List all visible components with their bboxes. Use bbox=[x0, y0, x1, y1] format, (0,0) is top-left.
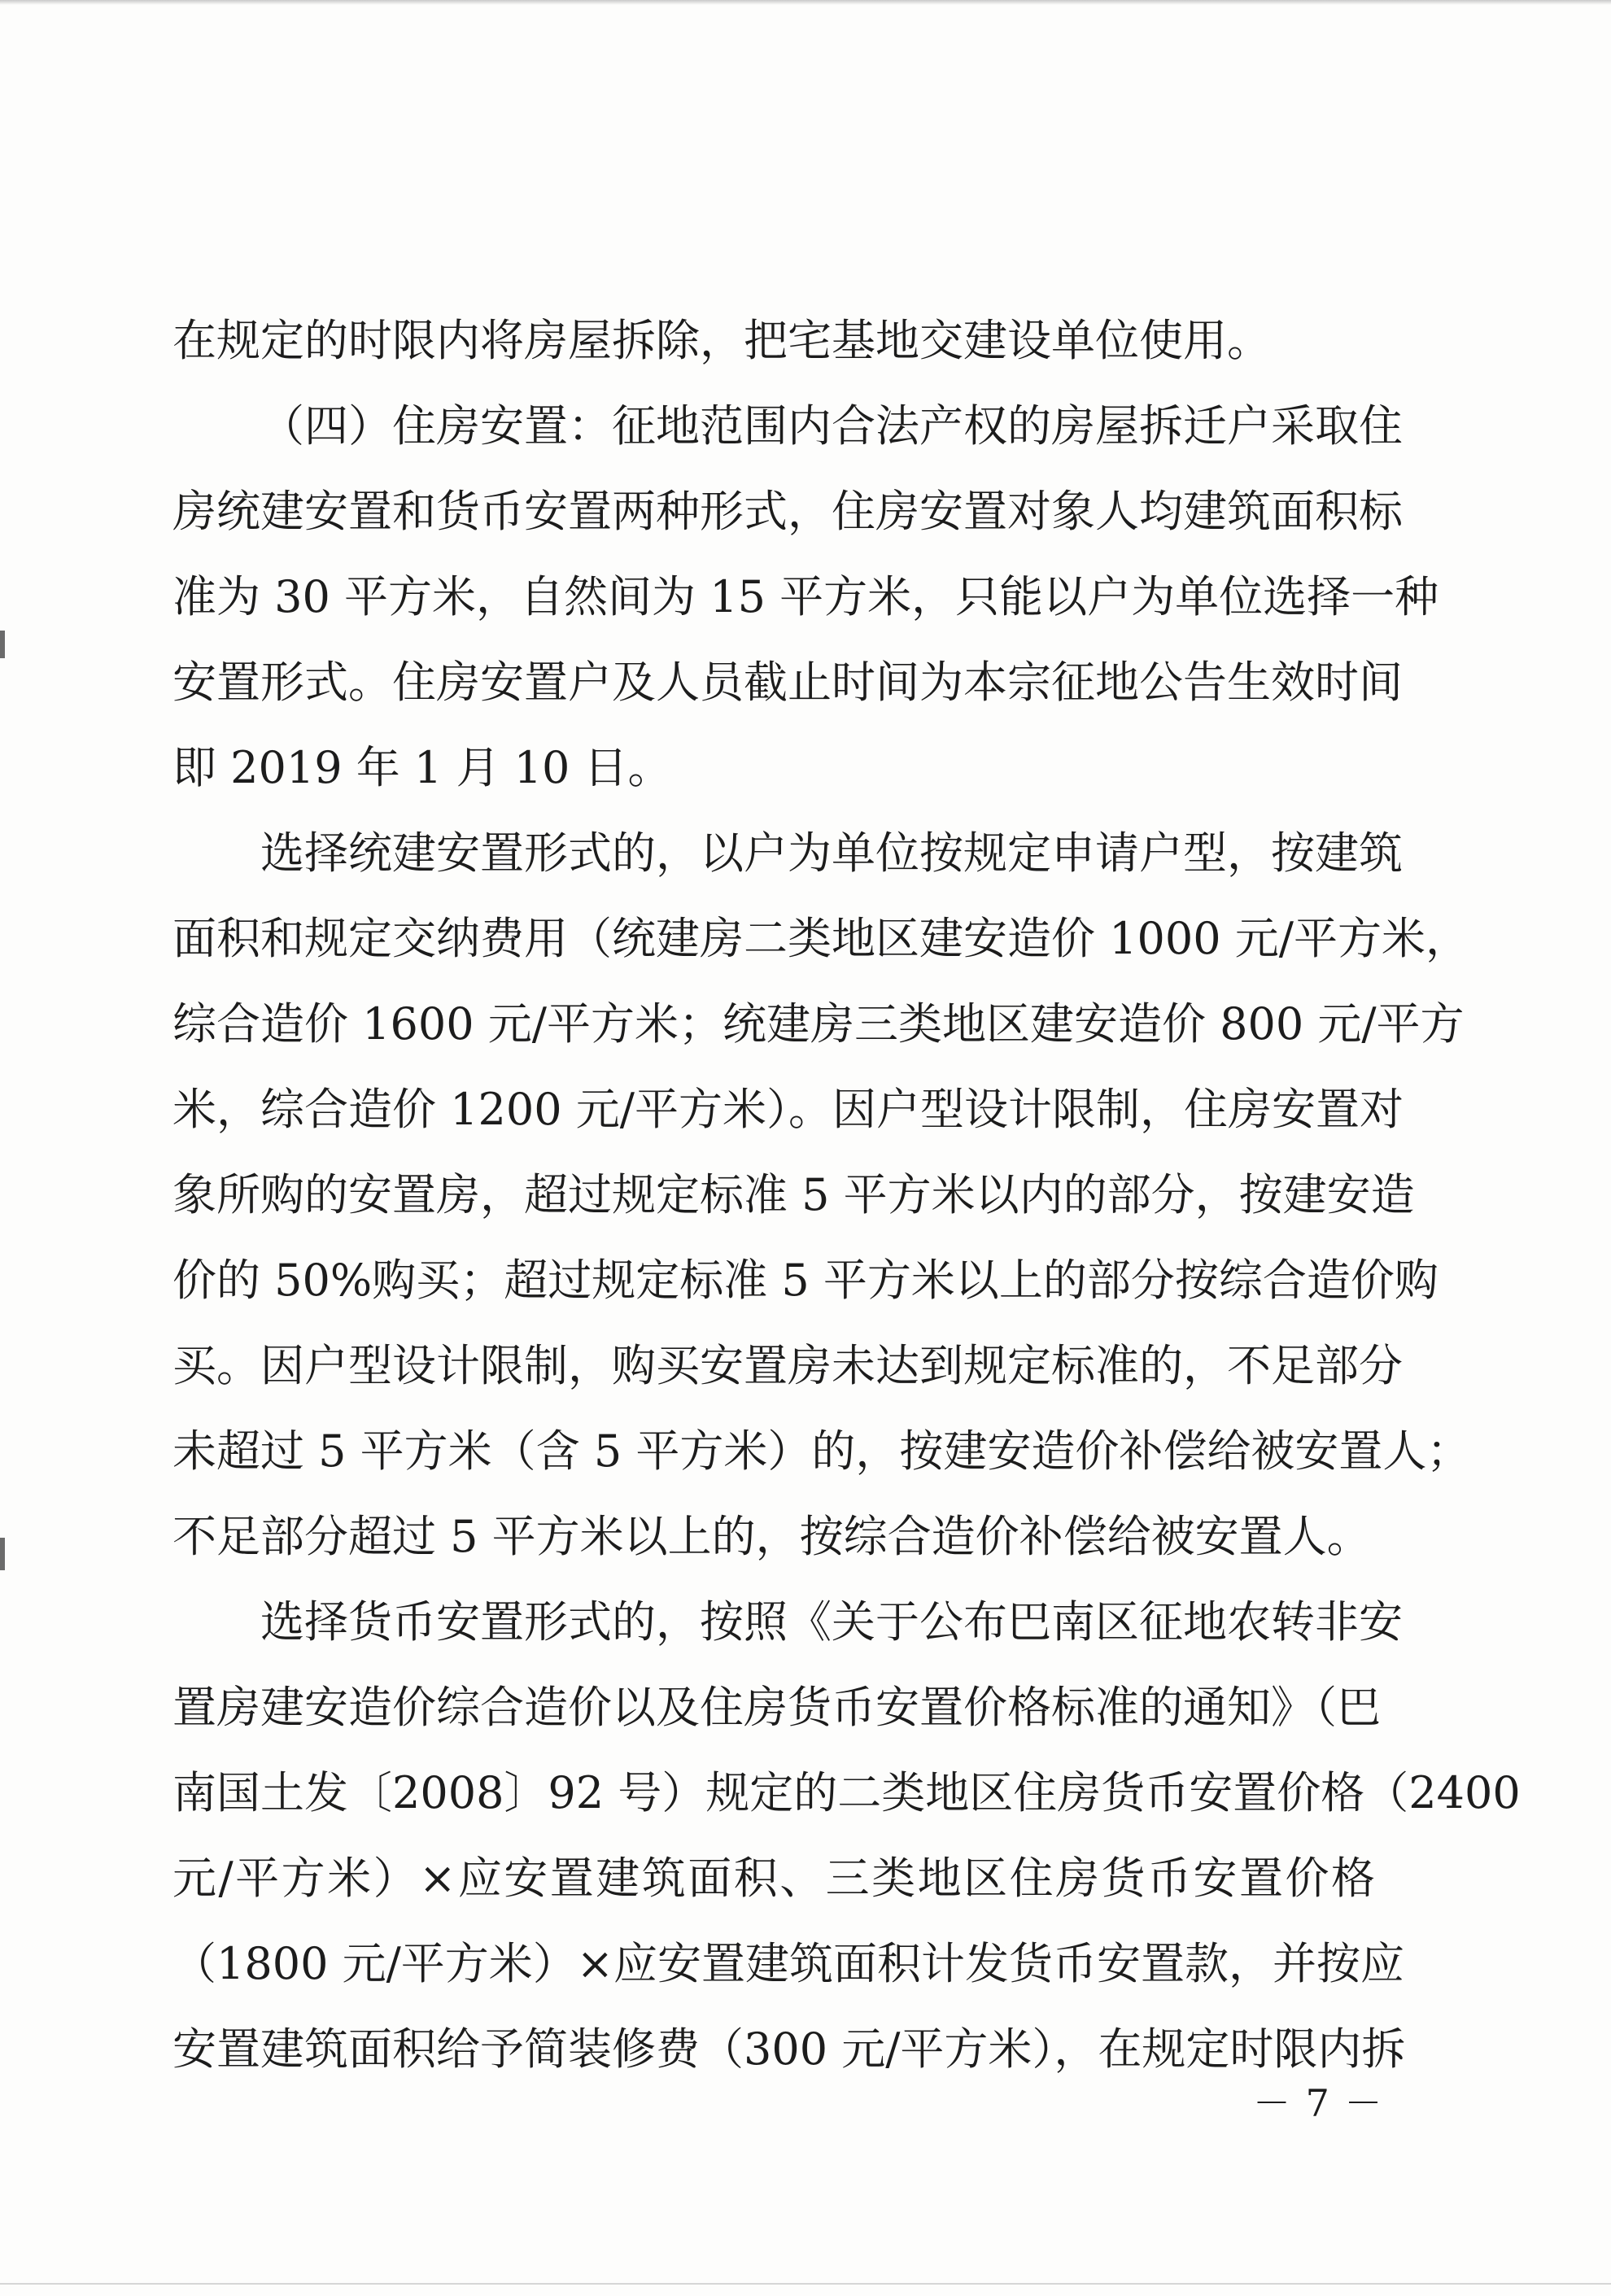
scan-bottom-edge bbox=[0, 2283, 1611, 2285]
text-line: 象所购的安置房，超过规定标准 5 平方米以内的部分，按建安造 bbox=[172, 1169, 1415, 1220]
text-line: 选择货币安置形式的，按照《关于公布巴南区征地农转非安 bbox=[260, 1596, 1403, 1648]
text-line: 米，综合造价 1200 元/平方米）。因户型设计限制，住房安置对 bbox=[172, 1084, 1404, 1135]
text-line: 面积和规定交纳费用（统建房二类地区建安造价 1000 元/平方米， bbox=[172, 913, 1469, 964]
page-number: － 7 － bbox=[1253, 2081, 1384, 2125]
text-line: 置房建安造价综合造价以及住房货币安置价格标准的通知》（巴 bbox=[172, 1682, 1381, 1733]
text-line: 准为 30 平方米，自然间为 15 平方米，只能以户为单位选择一种 bbox=[172, 571, 1439, 622]
text-line: 即 2019 年 1 月 10 日。 bbox=[172, 742, 672, 793]
text-line: 未超过 5 平方米（含 5 平方米）的，按建安造价补偿给被安置人； bbox=[172, 1425, 1471, 1477]
text-line: 在规定的时限内将房屋拆除，把宅基地交建设单位使用。 bbox=[172, 315, 1271, 366]
text-line: 南国土发〔2008〕92 号）规定的二类地区住房货币安置价格（2400 bbox=[172, 1767, 1521, 1818]
text-line: 选择统建安置形式的，以户为单位按规定申请户型，按建筑 bbox=[260, 827, 1403, 879]
text-line: （1800 元/平方米）×应安置建筑面积计发货币安置款，并按应 bbox=[172, 1938, 1405, 1989]
scan-binding-mark bbox=[0, 631, 5, 658]
text-line: 房统建安置和货币安置两种形式，住房安置对象人均建筑面积标 bbox=[172, 486, 1403, 537]
text-line: 不足部分超过 5 平方米以上的，按综合造价补偿给被安置人。 bbox=[172, 1511, 1371, 1562]
text-line: 买。因户型设计限制，购买安置房未达到规定标准的，不足部分 bbox=[172, 1340, 1403, 1391]
text-line: 综合造价 1600 元/平方米；统建房三类地区建安造价 800 元/平方 bbox=[172, 998, 1465, 1050]
text-line: （四）住房安置：征地范围内合法产权的房屋拆迁户采取住 bbox=[260, 400, 1403, 452]
scan-binding-mark bbox=[0, 1538, 5, 1570]
text-line: 元/平方米）×应安置建筑面积、三类地区住房货币安置价格 bbox=[172, 1853, 1375, 1904]
text-line: 价的 50%购买；超过规定标准 5 平方米以上的部分按综合造价购 bbox=[172, 1255, 1439, 1306]
text-line: 安置建筑面积给予简装修费（300 元/平方米），在规定时限内拆 bbox=[172, 2023, 1406, 2075]
scan-top-edge bbox=[0, 0, 1611, 5]
text-line: 安置形式。住房安置户及人员截止时间为本宗征地公告生效时间 bbox=[172, 657, 1403, 708]
body-text bbox=[172, 298, 1521, 2092]
